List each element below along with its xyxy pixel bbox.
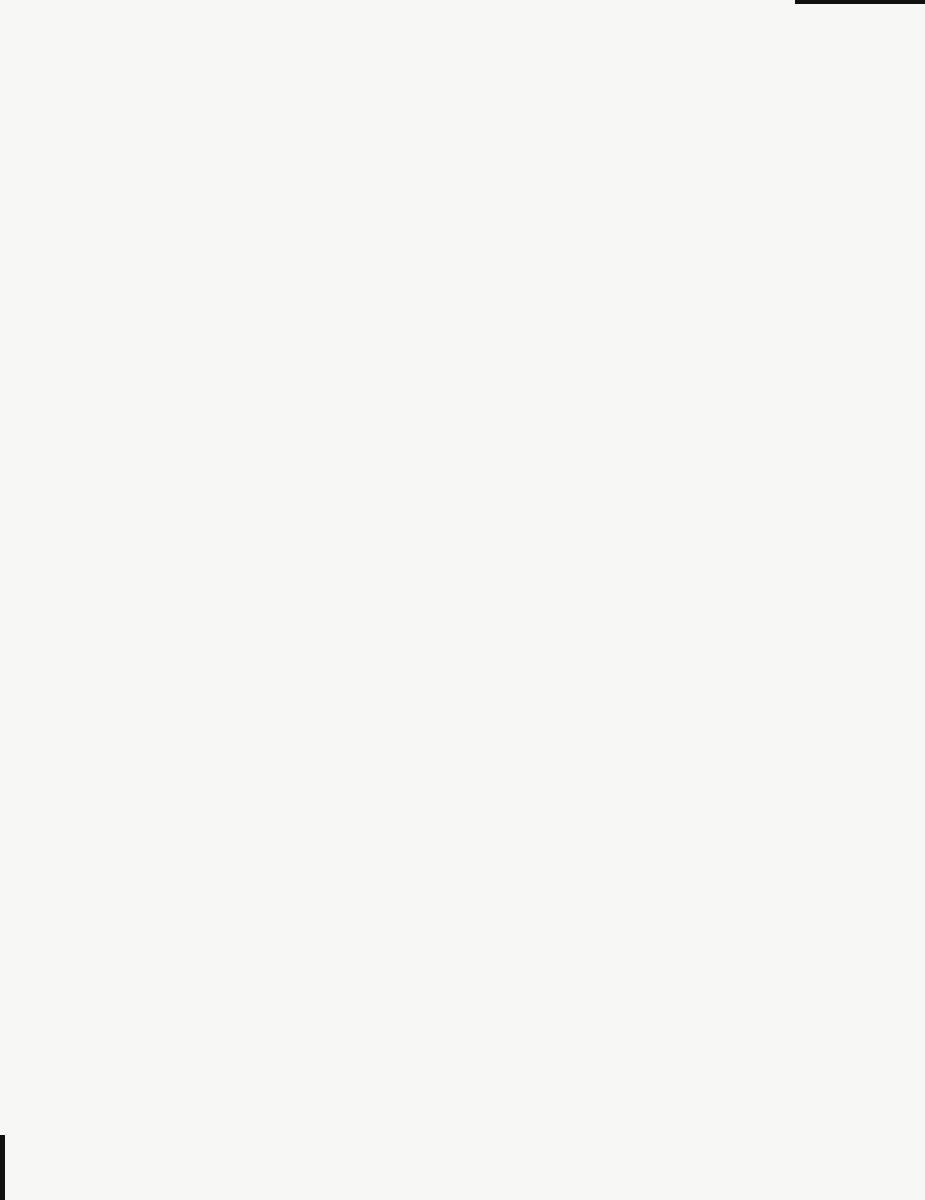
author-date-block (463, 90, 499, 198)
